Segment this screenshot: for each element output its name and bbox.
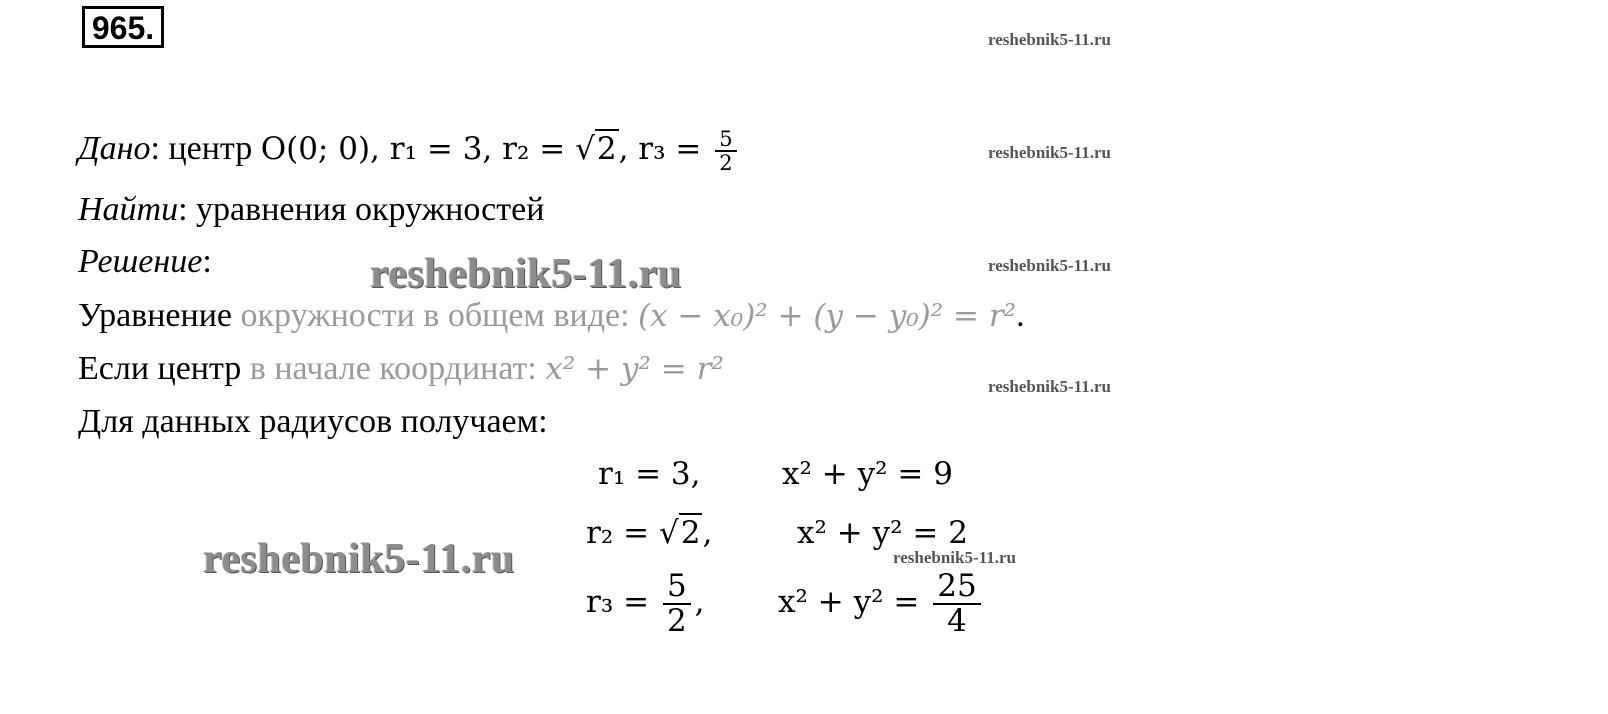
row2-radius: [586, 515, 712, 551]
solution-label: Решение: [78, 243, 203, 280]
general-text-b: окружности в общем виде:: [240, 297, 639, 334]
origin-equation-line: [78, 349, 724, 389]
given-r2-prefix: r₂ =: [502, 130, 576, 167]
general-equation-line: [78, 296, 1025, 336]
watermark-large: reshebnik5-11.ru: [203, 536, 515, 582]
watermark-small: reshebnik5-11.ru: [988, 256, 1111, 275]
problem-number: 965.: [82, 6, 164, 48]
row3-radius-prefix: r₃ =: [586, 584, 659, 621]
find-line: [78, 190, 544, 230]
watermark-small: reshebnik5-11.ru: [988, 30, 1111, 49]
sqrt-symbol: √2: [575, 130, 617, 167]
given-r2-radicand: 2: [596, 130, 617, 167]
fraction-numerator: 5: [663, 570, 691, 605]
row2-radius-suffix: ,: [702, 515, 713, 551]
row3-radius-fraction: [663, 570, 691, 637]
general-text-a: Уравнение: [78, 297, 241, 334]
general-tail: .: [1016, 297, 1025, 334]
given-center: O(0; 0),: [260, 130, 390, 167]
row1-radius: r₁ = 3,: [598, 456, 701, 492]
row2-equation: x² + y² = 2: [797, 515, 968, 551]
given-text: : центр: [150, 129, 261, 167]
find-text: : уравнения окружностей: [178, 191, 545, 228]
row2-radicand: 2: [680, 515, 701, 551]
row3-equation-fraction: [933, 570, 980, 637]
given-line: [78, 128, 741, 174]
fraction-numerator: 25: [933, 570, 980, 605]
given-label: Дано: [78, 129, 151, 167]
find-label: Найти: [78, 191, 179, 228]
general-formula: (x − x₀)² + (y − y₀)² = r²: [638, 298, 1017, 334]
row3-radius-suffix: ,: [694, 584, 705, 621]
radii-intro: Для данных радиусов получаем:: [78, 403, 548, 440]
solution-line: [78, 242, 212, 282]
row1-equation: x² + y² = 9: [782, 456, 953, 492]
fraction-denominator: 2: [666, 602, 687, 639]
watermark-large: reshebnik5-11.ru: [370, 251, 682, 297]
watermark-small: reshebnik5-11.ru: [988, 143, 1111, 162]
watermark-small: reshebnik5-11.ru: [988, 377, 1111, 396]
row3-equation-prefix: x² + y² =: [778, 584, 930, 621]
given-r3-prefix: , r₃ =: [618, 130, 712, 167]
fraction-denominator: 2: [719, 151, 733, 176]
sqrt-symbol: √2: [658, 515, 701, 551]
row2-radius-prefix: r₂ =: [586, 515, 659, 551]
watermark-small: reshebnik5-11.ru: [893, 548, 1016, 567]
solution-text: :: [202, 243, 212, 280]
fraction-denominator: 4: [947, 602, 967, 639]
given-r3-fraction: [715, 128, 736, 174]
row3-radius: [586, 570, 705, 637]
given-r1: r₁ = 3,: [389, 130, 503, 167]
origin-text-a: Если центр: [78, 350, 250, 387]
origin-text-b: в начале координат:: [249, 350, 546, 387]
row3-equation: [778, 570, 985, 637]
fraction-numerator: 5: [715, 128, 736, 152]
origin-formula: x² + y² = r²: [545, 351, 724, 387]
